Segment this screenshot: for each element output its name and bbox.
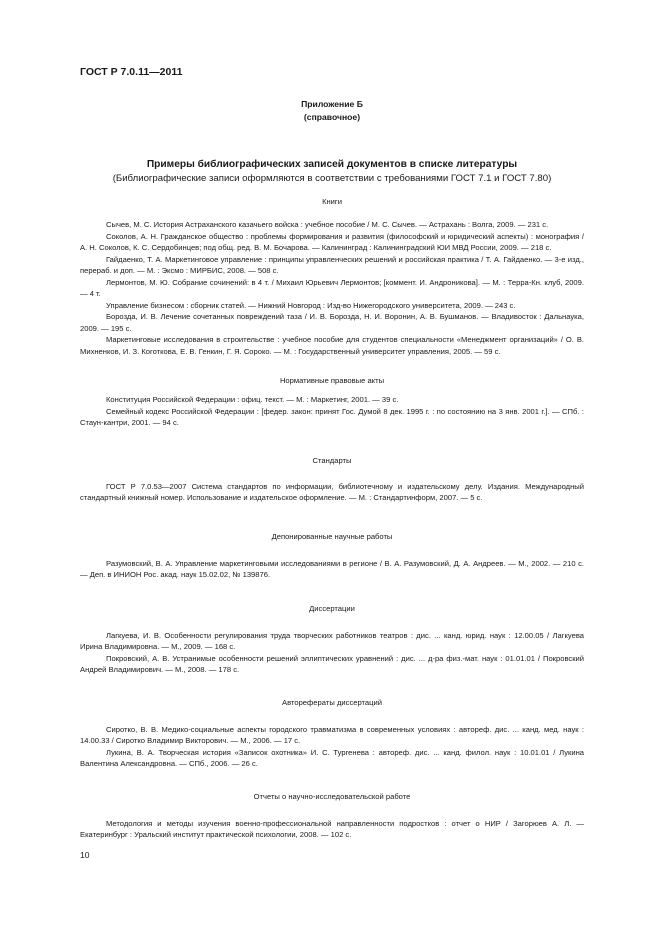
standard-code: ГОСТ Р 7.0.11—2011 <box>80 66 183 78</box>
bibliography-entry: Сиротко, В. В. Медико-социальные аспекты городского травматизма в современных условиях : автореф. дис. ... канд. мед. наук : 14.00.33 / Сиротко Владимир Викторович. — М., 2006. — 17 с. <box>80 724 584 745</box>
bibliography-entry: Лермонтов, М. Ю. Собрание сочинений: в 4 т. / Михаил Юрьевич Лермонтов; [коммент. И. Андроникова]. — М. : Терра-Кн. клуб, 2009. — 4 т. <box>80 277 584 298</box>
bibliography-entry: Методология и методы изучения военно-профессиональной направленности подростков : отчет о НИР / Загорюев А. Л. — Екатеринбург : Уральский институт практической психологии, 2008. — 102 с. <box>80 818 584 839</box>
section-dissertation-abstracts <box>80 697 584 770</box>
section-dissertations <box>80 603 584 676</box>
bibliography-entry: Семейный кодекс Российской Федерации : [федер. закон: принят Гос. Думой 8 дек. 1995 г. : по состоянию на 3 янв. 2001 г.]. — СПб. : Стаун-кантри, 2001. — 94 с. <box>80 406 584 427</box>
bibliography-entry: Гайдаенко, Т. А. Маркетинговое управление : принципы управленческих решений и российская практика / Т. А. Гайдаенко. — 3-е изд., перераб. и доп. — М. : Эксмо : МИРБИС, 2008. — 508 с. <box>80 254 584 275</box>
bibliography-entry: Маркетинговые исследования в строительстве : учебное пособие для студентов специальности «Менеджмент организаций» / О. В. Михненков, И. З. Коготкова, Е. В. Генкин, Г. Я. Сороко. — М. : Государственный университет управления, 2005. — 59 с. <box>80 335 584 356</box>
section-standards <box>80 455 584 504</box>
bibliography-entry: Лукина, В. А. Творческая история «Записок охотника» И. С. Тургенева : автореф. дис. ... канд. филол. наук : 10.01.01 / Лукина Валентина Александровна. — СПб., 2006. — 26 с. <box>80 747 584 768</box>
bibliography-entry: Покровский, А. В. Устранимые особенности решений эллиптических уравнений : дис. ... д-ра физ.-мат. наук : 01.01.01 / Покровский Андрей Владимирович. — М., 2008. — 178 с. <box>80 653 584 674</box>
title-block <box>80 158 584 186</box>
bibliography-entry: ГОСТ Р 7.0.53—2007 Система стандартов по информации, библиотечному и издательскому делу. Издания. Международный стандартный книжный номер. Использование и издательское оформление. — М. : Стандартинформ, 2007. — 5 с. <box>80 481 584 502</box>
section-research-reports <box>80 791 584 841</box>
section-deposited-works <box>80 531 584 581</box>
page-number: 10 <box>80 850 90 860</box>
appendix-note: (справочное) <box>303 112 361 122</box>
appendix-label: Приложение Б <box>301 99 363 109</box>
page-subtitle: (Библиографические записи оформляются в соответствии с требованиями ГОСТ 7.1 и ГОСТ 7.80) <box>112 173 552 184</box>
section-title: Автореферaты диссертаций <box>282 697 382 707</box>
page-title: Примеры библиографических записей документов в списке литературы <box>146 159 518 170</box>
bibliography-entry: Лагкуева, И. В. Особенности регулирования труда творческих работников театров : дис. ... канд. юрид. наук : 12.00.05 / Лагкуева Ирина Владимировна. — М., 2009. — 168 с. <box>80 630 584 651</box>
section-books <box>80 196 584 357</box>
section-legal-acts <box>80 375 584 429</box>
section-title: Диссертации <box>309 603 355 613</box>
bibliography-content <box>80 196 584 841</box>
bibliography-entry: Разумовский, В. А. Управление маркетинговыми исследованиями в регионе / В. А. Разумовский, Д. А. Андреев. — М., 2002. — 210 с. — Деп. в ИНИОН Рос. акад. наук 15.02.02, № 139876. <box>80 558 584 579</box>
section-title: Нормативные правовые акты <box>279 376 385 385</box>
bibliography-entry: Управление бизнесом : сборник статей. — Нижний Новгород : Изд-во Нижегородского университета, 2009. — 243 с. <box>106 300 516 310</box>
bibliography-entry: Сычев, М. С. История Астраханского казачьего войска : учебное пособие / М. С. Сычев. — Астрахань : Волга, 2009. — 231 с. <box>106 220 549 229</box>
section-title: Депонированные научные работы <box>271 531 393 541</box>
section-title: Стандарты <box>312 455 352 465</box>
section-title: Отчеты о научно-исследовательской работе <box>253 791 411 801</box>
section-title: Книги <box>322 197 342 206</box>
bibliography-entry: Борозда, И. В. Лечение сочетанных повреждений таза / И. В. Борозда, Н. И. Воронин, А. В. Бушманов. — Владивосток : Дальнаука, 2009. — 195 с. <box>80 312 584 333</box>
appendix-heading <box>80 98 584 124</box>
bibliography-entry: Соколов, А. Н. Гражданское общество : проблемы формирования и развития (философский и юридический аспекты) : монография / А. Н. Соколов, К. С. Сердобинцев; под общ. ред. В. М. Бочарова. — Калининград : Калининградский ЮИ МВД России, 2009. — 218 с. <box>80 231 584 252</box>
bibliography-entry: Конституция Российской Федерации : офиц. текст. — М. : Маркетинг, 2001. — 39 с. <box>106 395 399 404</box>
